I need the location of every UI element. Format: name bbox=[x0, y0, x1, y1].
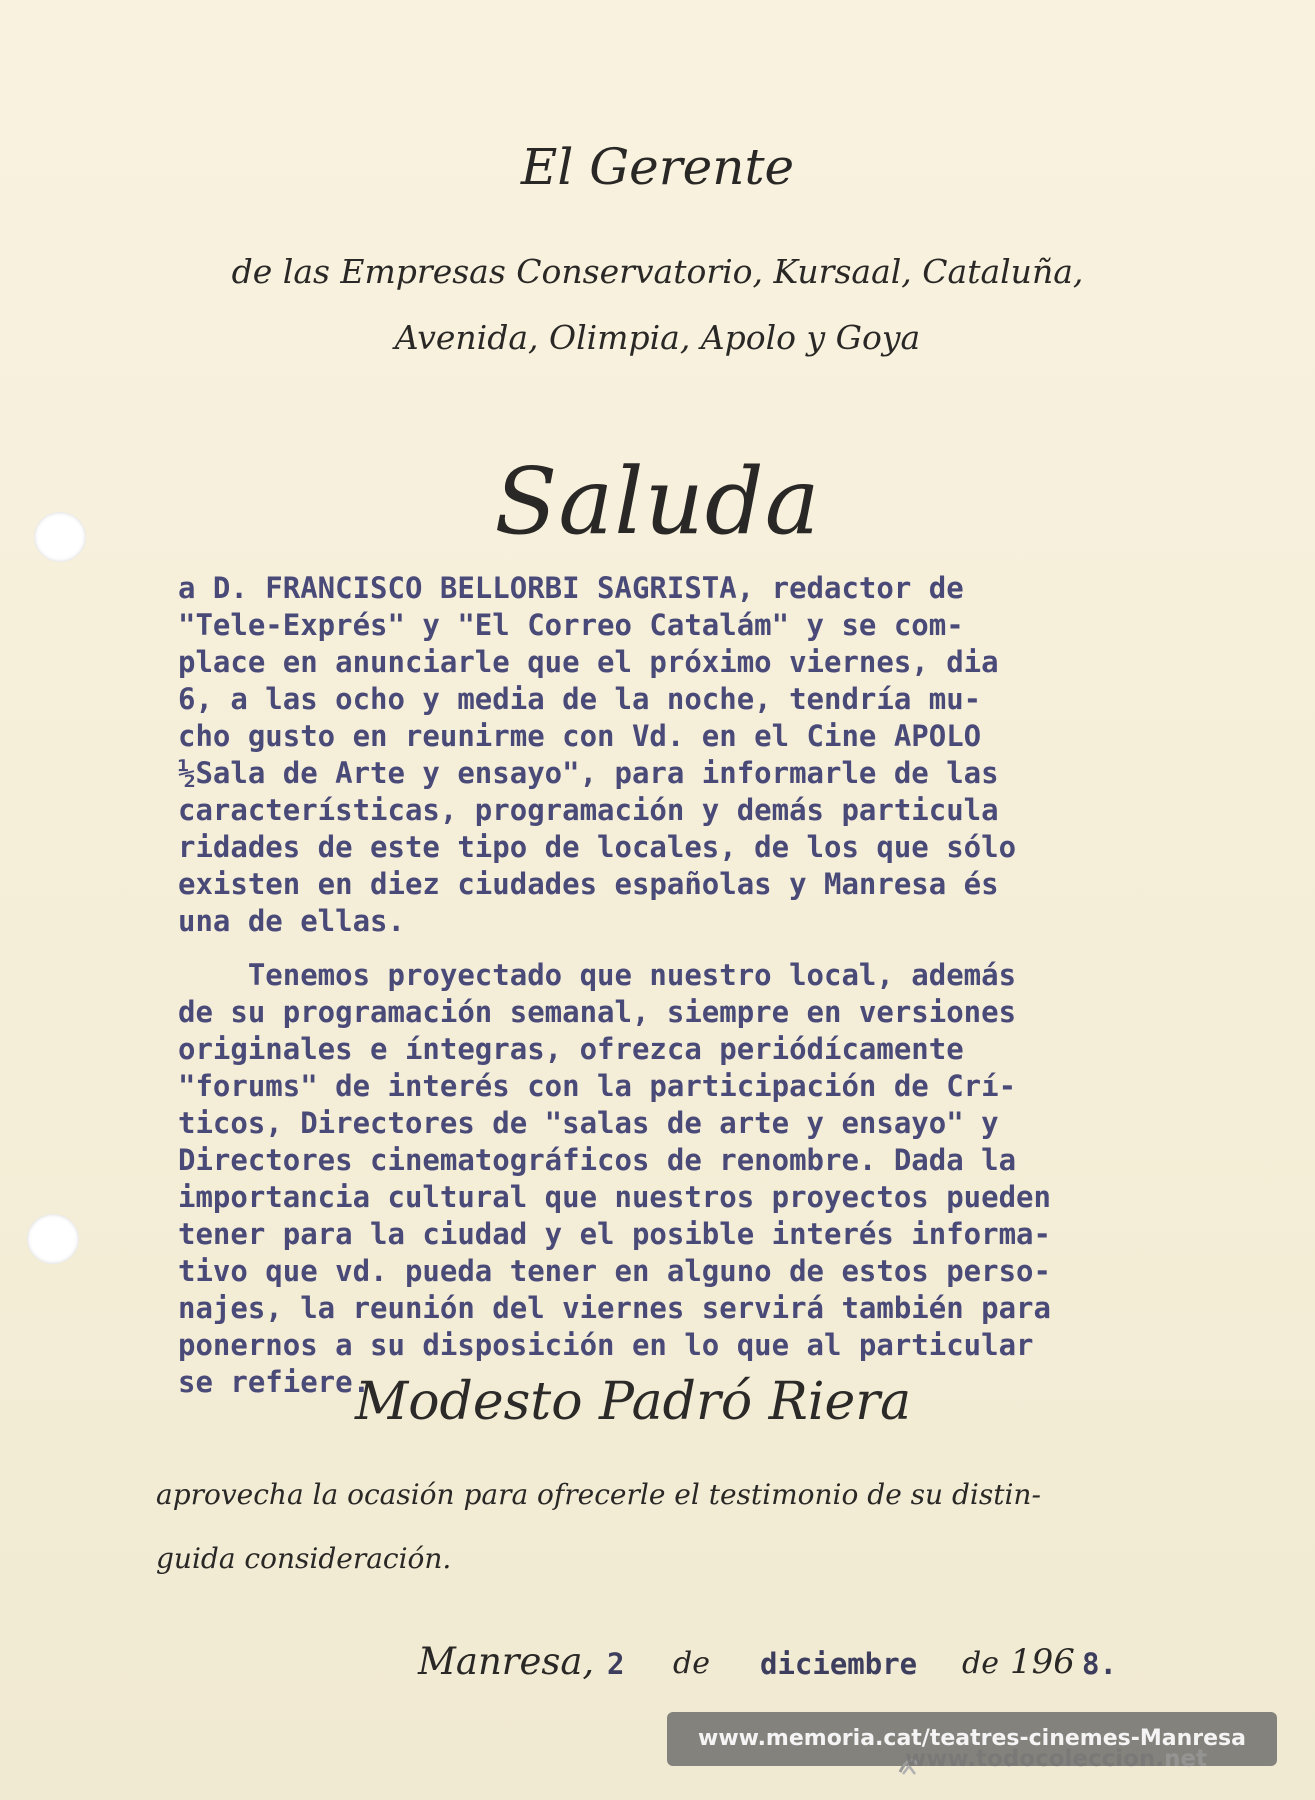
greeting-heading: Saluda bbox=[494, 448, 821, 555]
typed-paragraph bbox=[178, 570, 1278, 940]
typed-line: 6, a las ocho y media de la noche, tendría mu- bbox=[178, 682, 982, 716]
closing-line: guida consideración. bbox=[156, 1542, 452, 1575]
watermark-site bbox=[905, 1746, 1207, 1772]
typed-line: najes, la reunión del viernes servirá también para bbox=[178, 1291, 1051, 1325]
typed-line: cho gusto en reunirme con Vd. en el Cine APOLO bbox=[178, 719, 982, 753]
typed-line: tener para la ciudad y el posible interés informa- bbox=[178, 1217, 1051, 1251]
printed-signature-name: Modesto Padró Riera bbox=[355, 1372, 912, 1432]
typed-line: tivo que vd. pueda tener en alguno de estos perso- bbox=[178, 1254, 1051, 1288]
letterhead-title: El Gerente bbox=[520, 138, 795, 196]
typed-line: ticos, Directores de "salas de arte y ensayo" y bbox=[178, 1106, 999, 1140]
typed-line: se refiere. bbox=[178, 1365, 371, 1399]
typed-line: a D. FRANCISCO BELLORBI SAGRISTA, redactor de bbox=[178, 571, 964, 605]
typed-line: ½Sala de Arte y ensayo", para informarle de las bbox=[178, 756, 999, 790]
typed-paragraph bbox=[178, 957, 1278, 1401]
typed-line: de su programación semanal, siempre en versiones bbox=[178, 995, 1017, 1029]
typed-line: Directores cinematográficos de renombre. Dada la bbox=[178, 1143, 1017, 1177]
typed-line: "forums" de interés con la participación de Crí- bbox=[178, 1069, 1017, 1103]
watermark-site-tld: net bbox=[1164, 1746, 1208, 1772]
typed-line: originales e íntegras, ofrezca periódícamente bbox=[178, 1032, 964, 1066]
letterhead-companies-line: Avenida, Olimpia, Apolo y Goya bbox=[394, 318, 921, 357]
typed-line: una de ellas. bbox=[178, 904, 405, 938]
typed-line: ridades de este tipo de locales, de los que sólo bbox=[178, 830, 1017, 864]
dateline-year-typed: 8. bbox=[1082, 1647, 1117, 1681]
dateline-place: Manresa, bbox=[418, 1640, 595, 1683]
dateline-preposition: de bbox=[673, 1646, 710, 1681]
typed-line: "Tele-Exprés" y "El Correo Catalám" y se com- bbox=[178, 608, 964, 642]
typed-line: Tenemos proyectado que nuestro local, además bbox=[178, 958, 1017, 992]
punch-hole bbox=[27, 1214, 79, 1264]
closing-line: aprovecha la ocasión para ofrecerle el testimonio de su distin- bbox=[156, 1478, 1041, 1511]
letterhead-companies-line: de las Empresas Conservatorio, Kursaal, Cataluña, bbox=[231, 252, 1084, 291]
typed-line: existen en diez ciudades españolas y Manresa és bbox=[178, 867, 999, 901]
typed-line: place en anunciarle que el próximo viernes, dia bbox=[178, 645, 999, 679]
dateline-month: diciembre bbox=[760, 1647, 918, 1681]
typed-line: características, programación y demás particula bbox=[178, 793, 999, 827]
dateline-day: 2 bbox=[607, 1647, 625, 1681]
typed-line: importancia cultural que nuestros proyectos pueden bbox=[178, 1180, 1051, 1214]
dateline-year-printed: 196 bbox=[1010, 1642, 1075, 1682]
watermark-banner-text: www.memoria.cat/teatres-cinemes-Manresa bbox=[698, 1726, 1246, 1751]
watermark-site-text: www.todocoleccion. bbox=[905, 1746, 1165, 1772]
typed-line: ponernos a su disposición en lo que al particular bbox=[178, 1328, 1034, 1362]
dateline-preposition: de bbox=[962, 1646, 999, 1681]
